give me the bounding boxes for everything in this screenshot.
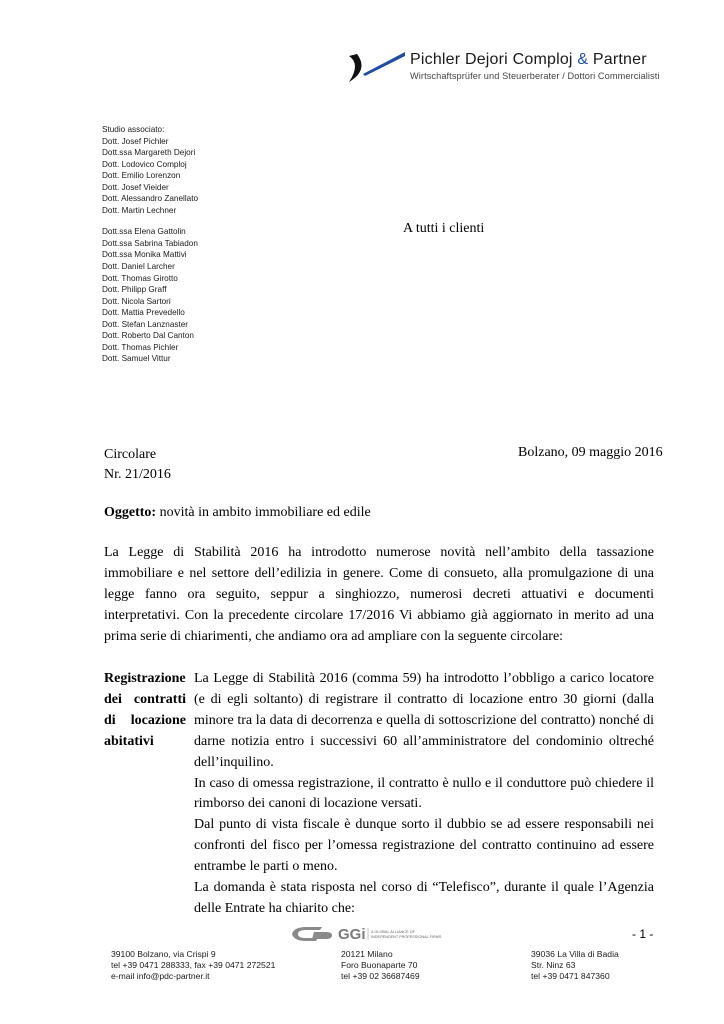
svg-text:GGi: GGi xyxy=(338,926,366,942)
partner-entry: Dott. Alessandro Zanellato xyxy=(102,194,199,204)
partner-entry: Dott. Mattia Prevedello xyxy=(102,308,185,318)
section-heading-line: di locazione xyxy=(104,712,186,728)
footer-line: tel +39 0471 847360 xyxy=(531,971,610,981)
footer-bolzano xyxy=(111,949,275,982)
section-body xyxy=(194,669,654,920)
footer-line: tel +39 0471 288333, fax +39 0471 272521 xyxy=(111,960,276,970)
partner-entry: Dott.ssa Sabrina Tabiadon xyxy=(102,238,198,248)
partner-entry: Dott. Martin Lechner xyxy=(102,205,177,215)
partner-entry: Dott. Nicola Sartori xyxy=(102,296,171,306)
section-heading xyxy=(104,669,186,753)
partner-entry: Dott. Lodovico Comploj xyxy=(102,159,187,169)
partner-entry: Dott. Thomas Girotto xyxy=(102,273,178,283)
partner-entry: Dott. Philipp Graff xyxy=(102,285,167,295)
partner-entry: Dott. Josef Vieider xyxy=(102,182,169,192)
partner-entry: Dott. Samuel Vittur xyxy=(102,354,171,364)
partner-list xyxy=(102,124,198,365)
partner-entry: Dott. Daniel Larcher xyxy=(102,262,175,272)
section-heading-line: dei contratti xyxy=(104,691,186,707)
svg-text:INDEPENDENT PROFESSIONAL FIRMS: INDEPENDENT PROFESSIONAL FIRMS xyxy=(371,935,442,939)
partner-entry: Dott. Stefan Lanznaster xyxy=(102,319,189,329)
circular-date: Bolzano, 09 maggio 2016 xyxy=(518,445,663,460)
subject-label: Oggetto: xyxy=(104,505,157,520)
footer-badia xyxy=(531,949,619,982)
firm-logo-mark-icon xyxy=(345,48,407,84)
partner-entry: Studio associato: xyxy=(102,125,165,134)
footer-line: e-mail info@pdc-partner.it xyxy=(111,971,210,981)
circular-label: Circolare xyxy=(104,447,157,462)
footer-line: 20121 Milano xyxy=(341,949,393,959)
body-paragraph: La domanda è stata risposta nel corso di “Telefisco”, durante il quale l’Agenzia delle Entrate ha chiarito che: xyxy=(194,880,654,916)
partner-entry: Dott. Emilio Lorenzon xyxy=(102,171,181,181)
partner-entry: Dott.ssa Monika Mattivi xyxy=(102,250,187,260)
footer-milano xyxy=(341,949,420,982)
intro-paragraph: La Legge di Stabilità 2016 ha introdotto numerose novità nell’ambito della tassazione immobiliare e nel settore dell’edilizia in genere. Come di consueto, alla promulgazione di una legge fanno ora seguito, seppur a singhiozzo, numerosi decreti attuativi e documenti interpretativi. Con la precedente circolare 17/2016 Vi abbiamo già aggiornato in merito ad una prima serie di chiarimenti, che andiamo ora ad ampliare con la seguente circolare: xyxy=(104,545,654,644)
footer-line: tel +39 02 36687469 xyxy=(341,971,420,981)
body-paragraph: In caso di omessa registrazione, il contratto è nullo e il conduttore può chiedere il rimborso dei canoni di locazione versati. xyxy=(194,775,654,812)
firm-subtitle: Wirtschaftsprüfer und Steuerberater / Dottori Commercialisti xyxy=(410,71,660,81)
partner-entry: Dott.ssa Elena Gattolin xyxy=(102,227,186,237)
partner-entry: Dott. Thomas Pichler xyxy=(102,342,179,352)
body-paragraph: La Legge di Stabilità 2016 (comma 59) ha introdotto l’obbligo a carico locatore (e di egli soltanto) di registrare il contratto di locazione entro 30 giorni (dalla minore tra la data di decorrenza e quella di sottoscrizione del contratto) nonché di darne notizia entro i successivi 60 all’amministratore del condominio oltreché dell’inquilino. xyxy=(194,671,654,770)
footer-line: Str. Ninz 63 xyxy=(531,960,576,970)
subject-text: novità in ambito immobiliare ed edile xyxy=(156,505,371,520)
firm-name: Pichler Dejori Comploj & Partner xyxy=(410,51,647,68)
footer-line: 39036 La Villa di Badia xyxy=(531,949,619,959)
footer-line: 39100 Bolzano, via Crispi 9 xyxy=(111,949,216,959)
svg-text:A GLOBAL ALLIANCE OF: A GLOBAL ALLIANCE OF xyxy=(371,930,415,934)
footer-line: Foro Buonaparte 70 xyxy=(341,960,418,970)
partner-entry: Dott. Josef Pichler xyxy=(102,136,169,146)
body-paragraph: Dal punto di vista fiscale è dunque sorto il dubbio se ad essere responsabili nei confronti del fisco per l’omessa registrazione del contratto continuino ad essere entrambe le parti o meno. xyxy=(194,817,654,875)
section-heading-line: Registrazione xyxy=(104,671,186,686)
section-heading-line: abitativi xyxy=(104,733,154,749)
ggi-logo-icon xyxy=(292,926,482,942)
page-number: - 1 - xyxy=(632,927,654,941)
recipient: A tutti i clienti xyxy=(403,221,485,236)
circular-number: Nr. 21/2016 xyxy=(104,467,171,482)
partner-entry: Dott.ssa Margareth Dejori xyxy=(102,148,196,158)
partner-entry: Dott. Roberto Dal Canton xyxy=(102,331,194,341)
subject-line xyxy=(104,505,371,521)
circular-info xyxy=(104,445,171,485)
